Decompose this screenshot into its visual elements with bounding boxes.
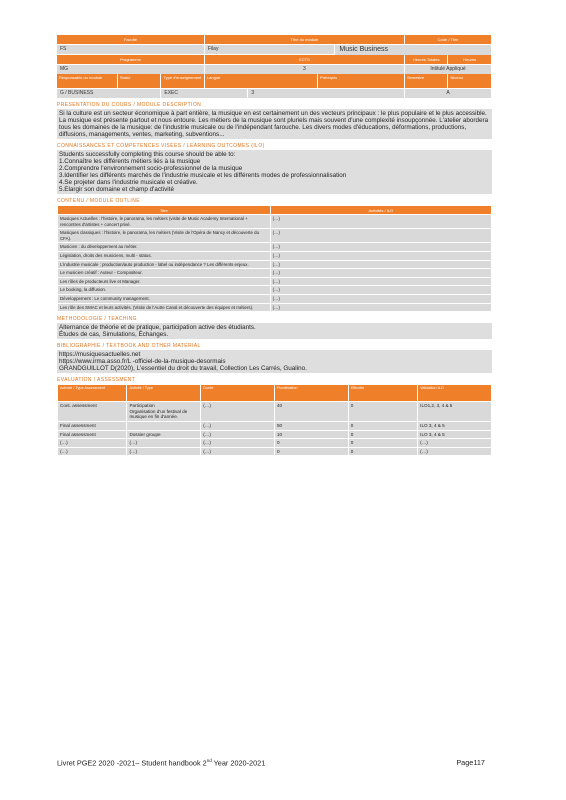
eval-col-header: Validation ILO xyxy=(418,385,492,402)
header-label: Prérequis xyxy=(318,74,405,88)
eval-cell: 0 xyxy=(348,402,417,422)
evaluation-table xyxy=(57,384,492,456)
content-ilo: (…) xyxy=(270,229,491,243)
content-title: Les rôle des SMAC et leurs activités. (Visite de l'Autre Canal et découverte des équipes et métiers). xyxy=(58,303,271,312)
content-title: Les rôles de producteurs live et Manager. xyxy=(58,277,271,286)
eval-cell: (…) xyxy=(418,447,492,456)
content-ilo: (…) xyxy=(270,286,491,295)
contents-col-header: Titre xyxy=(58,206,271,215)
content-title: Musiques Actuelles : l'histoire, le panorama, les métiers (visite de Music Academy International + rencontres d'artistes + concert privé. xyxy=(58,215,271,229)
header-label: ECTS xyxy=(205,55,405,64)
content-title: Le booking, la diffusion. xyxy=(58,286,271,295)
table-row xyxy=(58,215,492,229)
header-label: Responsable du module xyxy=(57,74,118,88)
presentation-text-block xyxy=(57,109,492,139)
ilo-item: 1.Connaître les différents métiers liés à la musique xyxy=(59,158,201,165)
eval-cell: 0 xyxy=(348,447,417,456)
ilo-item: 5.Elargir son domaine et champ d'activité xyxy=(59,186,174,193)
eval-cell: (…) xyxy=(127,447,201,456)
table-row xyxy=(58,269,492,278)
ilo-item: 3.Identifier les différents marchés de l'industrie musicale et les différents modes de professionnalisation xyxy=(59,172,347,179)
eval-cell: (…) xyxy=(58,447,127,456)
footer-left-sup: nd xyxy=(206,758,212,763)
content-title: Le musicien créatif : Auteur - Compositeur. xyxy=(58,269,271,278)
header-label: Titre du module xyxy=(205,35,405,44)
hours-value: Intitulé Appliqué xyxy=(405,64,492,74)
content-ilo: (…) xyxy=(270,251,491,260)
content-title: Développement : Le community management. xyxy=(58,294,271,303)
table-row xyxy=(58,286,492,295)
contents-table xyxy=(57,205,492,312)
eval-cell: (…) xyxy=(201,430,275,439)
table-row xyxy=(58,277,492,286)
header-table xyxy=(57,35,492,98)
eval-cell xyxy=(127,421,201,430)
eval-cell: 0 xyxy=(274,447,348,456)
eval-cell: (…) xyxy=(127,439,201,448)
bibliography-line: https://www.irma.asso.fr/L -officiel-de-la-musique-desormais xyxy=(59,358,226,366)
header-label: Programme xyxy=(57,55,205,64)
table-row xyxy=(58,229,492,243)
table-row xyxy=(58,421,492,430)
knowledge-intro: Students successfully completing this course should be able to: xyxy=(59,151,236,158)
eval-col-header: Activité / Type Assessment xyxy=(58,385,127,402)
eval-cell: ILO 3, 4 & 5 xyxy=(418,430,492,439)
content-title: Musicien : du développement au métier. xyxy=(58,243,271,252)
table-row xyxy=(58,430,492,439)
eval-cell: (…) xyxy=(201,421,275,430)
page-number: Page117 xyxy=(456,758,485,767)
eval-cell: (…) xyxy=(58,439,127,448)
content-ilo: (…) xyxy=(270,277,491,286)
content-ilo: (…) xyxy=(270,294,491,303)
content-title: L'industrie musicale : production/auto production - label ou indépendance ? Les différents enjeux. xyxy=(58,260,271,269)
contents-col-header: Activités / ILO xyxy=(270,206,491,215)
header-label: Statut xyxy=(118,74,162,88)
eval-cell: (…) xyxy=(201,439,275,448)
course-title-part: Music Business xyxy=(339,46,389,53)
table-row xyxy=(58,251,492,260)
content-ilo: (…) xyxy=(270,215,491,229)
methodology-line: Alternance de théorie et de pratique, participation active des étudiants. xyxy=(59,324,256,332)
knowledge-title: CONNAISSANCES ET COMPETENCES VISEES / LEARNING OUTCOMES (ILO) xyxy=(57,143,265,149)
table-row xyxy=(58,303,492,312)
table-row xyxy=(58,439,492,448)
course-title xyxy=(335,44,492,55)
faculty-value: FS xyxy=(57,44,205,54)
eval-cell: ILO 3, 4 & 5 xyxy=(418,421,492,430)
header-label: Heures xyxy=(448,55,492,64)
methodology-title: METHODOLOGIE / TEACHING xyxy=(57,316,137,323)
bibliography-line: GRANDGUILLOT D(2020), L'essentiel du droit du travail, Collection Les Carrés, Gualino. xyxy=(59,365,307,373)
presentation-text: Si la culture est un secteur économique à part entière, la musique en est certainement un des vecteurs principaux : le plus populaire et le plus accessible. La musique est présente partout et nous entoure. Les métiers de la musique sont pluriels mais souvent d'une complexité insoupçonnée. L'atelier abordera tous les domaines de la musique: de l'industrie musicale ou de l'indépendant farouche. Les divers modes d'éducations, déformations, productions, diffusions, managements, ventes, marketing, subventions... xyxy=(59,110,489,138)
eval-cell: 0 xyxy=(348,430,417,439)
level-value: A xyxy=(405,88,492,98)
status-value: EXEC xyxy=(161,88,248,98)
footer-left-a: Livret PGE2 2020 -2021– Student handbook 2 xyxy=(57,758,207,768)
eval-cell: 0 xyxy=(274,439,348,448)
eval-cell: Participation Organisation d'un festival de musique en fin d'année. xyxy=(127,402,201,422)
eval-cell: 10 xyxy=(274,430,348,439)
content-title: Législation, droits des musiciens, multi - status. xyxy=(58,251,271,260)
eval-cell: ILO1,2, 3, 4 & 5 xyxy=(418,402,492,422)
footer-left xyxy=(57,758,265,767)
table-row xyxy=(58,294,492,303)
eval-cell: Cont. assessment xyxy=(58,402,127,422)
type-value: 3 xyxy=(248,88,405,98)
table-row xyxy=(58,260,492,269)
ects-value: 3 xyxy=(205,64,405,74)
table-row xyxy=(58,243,492,252)
header-label: Type d'enseignement xyxy=(161,74,205,88)
evaluation-title: EVALUATION / ASSESSMENT xyxy=(57,377,136,384)
methodology-line: Études de cas, Simulations, Échanges. xyxy=(59,331,169,339)
eval-col-header: Durée xyxy=(201,385,275,402)
eval-col-header: Effectifs xyxy=(348,385,417,402)
contents-title: CONTENU / MODULE OUTLINE xyxy=(57,198,140,204)
header-label: Code / Titre xyxy=(405,35,492,44)
table-row xyxy=(58,402,492,422)
presentation-title: PRESENTATION DU COURS / MODULE DESCRIPTION xyxy=(57,102,202,108)
table-row xyxy=(58,447,492,456)
bibliography-line: https://musiquesactuelles.net xyxy=(59,351,141,359)
content-title: Musiques classiques : l'histoire, le panorama, les métiers (Visite de l'Opéra de Nancy et découverte du CFA). xyxy=(58,229,271,243)
module-title-value: Filay xyxy=(205,44,336,54)
eval-cell: (…) xyxy=(201,402,275,422)
ilo-item: 2.Comprendre l'environnement socio-professionnel de la musique xyxy=(59,165,243,172)
program-value: MG xyxy=(57,64,205,74)
module-sheet xyxy=(57,35,492,456)
bibliography-title: BIBLIOGRAPHIE / TEXTBOOK AND OTHER MATERIAL xyxy=(57,343,201,350)
content-ilo: (…) xyxy=(270,269,491,278)
eval-cell: (…) xyxy=(201,447,275,456)
methodology-block xyxy=(57,323,492,339)
content-ilo: (…) xyxy=(270,303,491,312)
ilo-item: 4.Se projeter dans l'industrie musicale et créative. xyxy=(59,179,198,186)
knowledge-block xyxy=(57,150,492,194)
content-ilo: (…) xyxy=(270,243,491,252)
eval-cell: 0 xyxy=(348,421,417,430)
header-label: Semestre xyxy=(405,74,449,88)
header-label: Heures Totales xyxy=(405,55,449,64)
eval-cell: 0 xyxy=(348,439,417,448)
eval-col-header: Activité / Type xyxy=(127,385,201,402)
header-label: Niveau xyxy=(448,74,492,88)
page-footer xyxy=(57,758,485,767)
manager-value: G / BUSINESS xyxy=(57,88,161,98)
header-label: Langue xyxy=(205,74,318,88)
eval-cell: Final assessment xyxy=(58,421,127,430)
header-label: Faculté xyxy=(57,35,205,44)
eval-cell: 40 xyxy=(274,402,348,422)
bibliography-block xyxy=(57,350,492,373)
eval-cell: Dossier groupe xyxy=(127,430,201,439)
eval-cell: Final assessment xyxy=(58,430,127,439)
content-ilo: (…) xyxy=(270,260,491,269)
eval-cell: (…) xyxy=(418,439,492,448)
footer-left-b: Year 2020-2021 xyxy=(211,758,266,768)
eval-col-header: Pondération xyxy=(274,385,348,402)
eval-cell: 50 xyxy=(274,421,348,430)
